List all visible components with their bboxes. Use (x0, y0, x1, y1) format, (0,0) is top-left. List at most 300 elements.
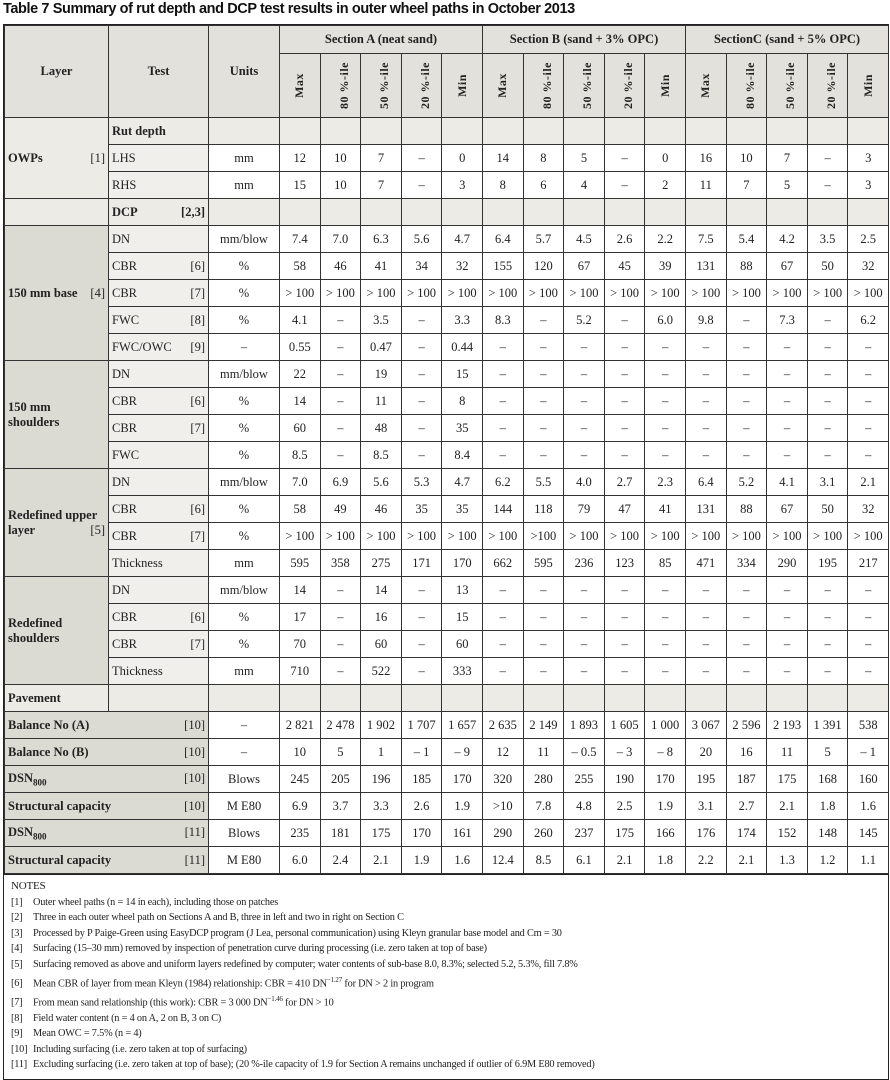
value-cell: – (686, 361, 727, 388)
note-superscript: −1.27 (326, 975, 343, 984)
value-cell: – (564, 631, 605, 658)
value-cell: 8 (442, 388, 483, 415)
value-cell: 710 (280, 658, 321, 685)
table-row (5, 496, 889, 523)
value-cell: 2.3 (645, 469, 686, 496)
value-cell: 7.0 (280, 469, 321, 496)
value-cell: 4.0 (564, 469, 605, 496)
value-cell: 17 (280, 604, 321, 631)
value-cell: 5.3 (401, 469, 442, 496)
test-label: FWC (112, 312, 140, 327)
note-number: [2] (11, 912, 23, 924)
value-cell: – (807, 307, 848, 334)
value-cell: – (645, 334, 686, 361)
table-row (5, 523, 889, 550)
value-cell: 2 821 (280, 712, 321, 739)
value-cell: – 0.5 (564, 739, 605, 766)
value-cell: 170 (442, 550, 483, 577)
table-row (5, 388, 889, 415)
empty-cell (320, 685, 361, 712)
value-cell: – (848, 388, 889, 415)
stat-header (686, 54, 727, 118)
value-cell: – (767, 415, 808, 442)
stat-header-label: Min (860, 74, 875, 97)
value-cell: 9.8 (686, 307, 727, 334)
note-text: Processed by P Paige-Green using EasyDCP program (J Lea, personal communication) using Kleyn granular base model and Cm = 30 (33, 927, 562, 939)
value-cell: – (320, 334, 361, 361)
empty-cell (604, 685, 645, 712)
results-table (4, 25, 889, 874)
value-cell: 217 (848, 550, 889, 577)
value-cell: 5 (564, 145, 605, 172)
value-cell: 85 (645, 550, 686, 577)
note-number: [1] (11, 896, 23, 908)
test-label: CBR (112, 636, 138, 651)
table-row (5, 550, 889, 577)
note-text: Excluding surfacing (i.e. zero taken at top of base); (20 %-ile capacity of 1.9 for Section A remains unchanged if outlier of 6.9M E80 removed) (33, 1059, 595, 1071)
value-cell: – (686, 388, 727, 415)
value-cell: > 100 (604, 523, 645, 550)
units-cell: % (209, 604, 280, 631)
value-cell: 8 (483, 172, 524, 199)
row-note: [10] (184, 798, 205, 813)
empty-cell (848, 685, 889, 712)
stat-header-label: 80 %-ile (336, 62, 351, 109)
test-cell (109, 550, 209, 577)
value-cell: 14 (280, 577, 321, 604)
test-label: CBR (112, 420, 138, 435)
test-note: [7] (190, 528, 205, 543)
value-cell: 187 (726, 766, 767, 793)
value-cell: 6.0 (280, 847, 321, 874)
value-cell: 0.47 (361, 334, 402, 361)
value-cell: – (483, 577, 524, 604)
value-cell: > 100 (726, 280, 767, 307)
table-row (5, 145, 889, 172)
value-cell: 2.4 (320, 847, 361, 874)
notes-heading: NOTES (11, 880, 46, 892)
value-cell: 175 (767, 766, 808, 793)
test-label: RHS (112, 177, 137, 192)
units-cell: mm/blow (209, 577, 280, 604)
value-cell: > 100 (320, 523, 361, 550)
value-cell: 236 (564, 550, 605, 577)
value-cell: 88 (726, 496, 767, 523)
value-cell: 6.2 (483, 469, 524, 496)
test-label: DN (112, 582, 131, 597)
value-cell: 245 (280, 766, 321, 793)
test-cell (109, 631, 209, 658)
test-label: CBR (112, 393, 138, 408)
value-cell: 4.5 (564, 226, 605, 253)
table-row (5, 280, 889, 307)
value-cell: – (604, 631, 645, 658)
stat-header-label: 80 %-ile (742, 62, 757, 109)
value-cell (807, 118, 848, 145)
value-cell: – (726, 442, 767, 469)
value-cell (483, 118, 524, 145)
value-cell: 4 (564, 172, 605, 199)
test-cell (109, 226, 209, 253)
value-cell: > 100 (442, 280, 483, 307)
empty-cell (209, 685, 280, 712)
stat-header (645, 54, 686, 118)
value-cell: – (807, 658, 848, 685)
test-label: CBR (112, 528, 138, 543)
value-cell: – (848, 577, 889, 604)
value-cell: 196 (361, 766, 402, 793)
note-superscript: −1.46 (267, 994, 283, 1003)
value-cell: 7.3 (767, 307, 808, 334)
value-cell: > 100 (483, 523, 524, 550)
value-cell (280, 118, 321, 145)
table-body (5, 118, 889, 874)
units-cell: % (209, 388, 280, 415)
value-cell: 79 (564, 496, 605, 523)
units-cell: Blows (209, 766, 280, 793)
value-cell: > 100 (645, 280, 686, 307)
value-cell: 14 (361, 577, 402, 604)
value-cell: 60 (280, 415, 321, 442)
table-row (5, 577, 889, 604)
value-cell: 3.3 (361, 793, 402, 820)
stat-header-label: 20 %-ile (417, 62, 432, 109)
value-cell: – (645, 388, 686, 415)
value-cell: 1.2 (807, 847, 848, 874)
value-cell (686, 118, 727, 145)
value-cell: 32 (848, 253, 889, 280)
value-cell: 4.1 (767, 469, 808, 496)
table-row (5, 415, 889, 442)
value-cell: 67 (767, 496, 808, 523)
column-header-layer: Layer (5, 26, 109, 118)
value-cell: 280 (523, 766, 564, 793)
value-cell (523, 118, 564, 145)
value-cell: 45 (604, 253, 645, 280)
test-label: CBR (112, 501, 138, 516)
value-cell: 7 (767, 145, 808, 172)
note-item (11, 926, 881, 942)
value-cell: 50 (807, 496, 848, 523)
value-cell: – (483, 415, 524, 442)
value-cell: 358 (320, 550, 361, 577)
value-cell: 5.5 (523, 469, 564, 496)
layer-label: 150 mm base (8, 285, 78, 300)
value-cell: – (726, 604, 767, 631)
value-cell: 120 (523, 253, 564, 280)
units-cell: % (209, 523, 280, 550)
pavement-row-label (5, 739, 209, 766)
empty-cell (401, 685, 442, 712)
value-cell: – (604, 388, 645, 415)
value-cell: 67 (564, 253, 605, 280)
test-cell (109, 145, 209, 172)
note-number: [7] (11, 997, 23, 1008)
value-cell: > 100 (523, 280, 564, 307)
value-cell: > 100 (564, 523, 605, 550)
row-label: DSN (8, 824, 34, 839)
value-cell (361, 199, 402, 226)
value-cell: – (401, 442, 442, 469)
value-cell: 7 (361, 172, 402, 199)
value-cell: > 100 (280, 280, 321, 307)
test-cell (109, 253, 209, 280)
value-cell: – (483, 388, 524, 415)
value-cell: 1 000 (645, 712, 686, 739)
units-cell: mm/blow (209, 469, 280, 496)
pavement-row (5, 820, 889, 847)
value-cell: – (401, 604, 442, 631)
test-note: [6] (190, 393, 205, 408)
note-number: [5] (11, 958, 23, 970)
value-cell: – (726, 307, 767, 334)
value-cell: – (483, 334, 524, 361)
pavement-row-label (5, 820, 209, 847)
value-cell: – (401, 577, 442, 604)
value-cell: 175 (361, 820, 402, 847)
value-cell: 5.6 (361, 469, 402, 496)
test-note: [7] (190, 285, 205, 300)
value-cell: 15 (442, 604, 483, 631)
layer-label: OWPs (8, 150, 43, 165)
value-cell: 2 (645, 172, 686, 199)
test-label: DN (112, 366, 131, 381)
stat-header (361, 54, 402, 118)
value-cell: – (320, 604, 361, 631)
test-cell (109, 523, 209, 550)
test-cell (109, 415, 209, 442)
value-cell: – (401, 631, 442, 658)
units-cell: M E80 (209, 793, 280, 820)
value-cell: – (401, 172, 442, 199)
value-cell: – (686, 442, 727, 469)
units-cell: mm/blow (209, 226, 280, 253)
table-row (5, 631, 889, 658)
value-cell: 3.7 (320, 793, 361, 820)
value-cell: 0.44 (442, 334, 483, 361)
value-cell: – (523, 577, 564, 604)
value-cell: – 8 (645, 739, 686, 766)
note-item (11, 895, 881, 911)
test-cell (109, 334, 209, 361)
value-cell: 88 (726, 253, 767, 280)
row-label-subscript: 800 (33, 831, 47, 842)
empty-cell (361, 685, 402, 712)
layer-cell (5, 199, 109, 226)
value-cell (401, 199, 442, 226)
test-cell (109, 442, 209, 469)
value-cell: – (726, 388, 767, 415)
value-cell: – (564, 604, 605, 631)
value-cell: > 100 (686, 523, 727, 550)
value-cell: – (604, 145, 645, 172)
value-cell (645, 118, 686, 145)
value-cell: 58 (280, 496, 321, 523)
pavement-row (5, 847, 889, 874)
value-cell: – (523, 388, 564, 415)
value-cell: – (483, 604, 524, 631)
test-cell (109, 685, 209, 712)
test-note: [6] (190, 501, 205, 516)
value-cell: – (807, 604, 848, 631)
value-cell: 168 (807, 766, 848, 793)
value-cell: – (564, 415, 605, 442)
value-cell: – (686, 577, 727, 604)
pavement-row-label (5, 712, 209, 739)
value-cell: 170 (401, 820, 442, 847)
value-cell: – (483, 658, 524, 685)
value-cell: 50 (807, 253, 848, 280)
units-cell: Blows (209, 820, 280, 847)
value-cell: 144 (483, 496, 524, 523)
value-cell: 6.1 (564, 847, 605, 874)
value-cell: 334 (726, 550, 767, 577)
value-cell: 5 (767, 172, 808, 199)
value-cell: 2 149 (523, 712, 564, 739)
row-note: [10] (184, 770, 205, 785)
value-cell: > 100 (361, 280, 402, 307)
value-cell: 16 (361, 604, 402, 631)
test-label: CBR (112, 285, 138, 300)
value-cell: 12 (483, 739, 524, 766)
table-row (5, 226, 889, 253)
value-cell: – (767, 388, 808, 415)
value-cell: 1.9 (442, 793, 483, 820)
value-cell: 145 (848, 820, 889, 847)
value-cell: – (686, 658, 727, 685)
layer-label: Redefined shoulders (8, 615, 63, 645)
value-cell: – (645, 658, 686, 685)
value-cell: – (767, 604, 808, 631)
value-cell: 333 (442, 658, 483, 685)
value-cell: – (645, 361, 686, 388)
stat-header (523, 54, 564, 118)
test-label: Thickness (112, 663, 163, 678)
section-header: SectionC (sand + 5% OPC) (686, 26, 889, 54)
note-item (11, 1057, 881, 1073)
value-cell (807, 199, 848, 226)
value-cell: – (604, 172, 645, 199)
value-cell: 1 391 (807, 712, 848, 739)
value-cell: – (645, 631, 686, 658)
test-cell (109, 307, 209, 334)
layer-cell (5, 118, 109, 199)
value-cell: 2.2 (686, 847, 727, 874)
table-title: Table 7 Summary of rut depth and DCP test results in outer wheel paths in October 2013 (3, 1, 575, 17)
test-label: DN (112, 231, 131, 246)
value-cell: – (564, 388, 605, 415)
units-cell: % (209, 307, 280, 334)
value-cell: 260 (523, 820, 564, 847)
stat-header-label: 20 %-ile (823, 62, 838, 109)
value-cell: 11 (686, 172, 727, 199)
value-cell: 1.8 (645, 847, 686, 874)
value-cell: 195 (686, 766, 727, 793)
value-cell: 3 067 (686, 712, 727, 739)
value-cell: 4.1 (280, 307, 321, 334)
note-text: From mean sand relationship (this work): CBR = 3 000 DN (33, 997, 268, 1008)
value-cell: 14 (280, 388, 321, 415)
test-cell (109, 658, 209, 685)
value-cell: – (401, 307, 442, 334)
subheader-row (5, 118, 889, 145)
value-cell: 235 (280, 820, 321, 847)
test-note: [6] (190, 609, 205, 624)
value-cell: – (767, 658, 808, 685)
note-item (11, 1042, 881, 1058)
test-label: LHS (112, 150, 136, 165)
value-cell: 2.5 (604, 793, 645, 820)
value-cell: 4.7 (442, 469, 483, 496)
note-number: [8] (11, 1012, 23, 1024)
value-cell: 320 (483, 766, 524, 793)
value-cell: 4.8 (564, 793, 605, 820)
table-row (5, 172, 889, 199)
row-note: [10] (184, 744, 205, 759)
row-label: Structural capacity (8, 852, 112, 867)
note-text: Mean CBR of layer from mean Kleyn (1984) relationship: CBR = 410 DN (33, 977, 327, 989)
pavement-label: Pavement (5, 685, 109, 712)
table-header (5, 26, 889, 118)
value-cell: – (807, 442, 848, 469)
value-cell (564, 199, 605, 226)
table-row (5, 658, 889, 685)
column-header-test: Test (109, 26, 209, 118)
units-cell: mm (209, 172, 280, 199)
value-cell: – (523, 658, 564, 685)
value-cell: – (848, 604, 889, 631)
table-row (5, 253, 889, 280)
value-cell: 6.2 (848, 307, 889, 334)
value-cell: 10 (726, 145, 767, 172)
value-cell: 175 (604, 820, 645, 847)
value-cell: 1 (361, 739, 402, 766)
note-item (11, 1011, 881, 1027)
stat-header-label: 20 %-ile (620, 62, 635, 109)
table-row (5, 469, 889, 496)
value-cell: > 100 (320, 280, 361, 307)
note-number: [6] (11, 977, 23, 989)
note-number: [9] (11, 1028, 23, 1040)
value-cell: 6.0 (645, 307, 686, 334)
value-cell (848, 118, 889, 145)
value-cell: 1.6 (848, 793, 889, 820)
value-cell: > 100 (483, 280, 524, 307)
value-cell: 1.8 (807, 793, 848, 820)
units-cell: mm/blow (209, 361, 280, 388)
value-cell: 8.5 (361, 442, 402, 469)
value-cell: 181 (320, 820, 361, 847)
value-cell: 174 (726, 820, 767, 847)
note-number: [4] (11, 943, 23, 955)
value-cell: 1.9 (645, 793, 686, 820)
subheader-row (5, 199, 889, 226)
value-cell: 41 (361, 253, 402, 280)
value-cell: 2.1 (767, 793, 808, 820)
value-cell: – (320, 415, 361, 442)
row-note: [11] (184, 852, 205, 867)
units-cell: % (209, 415, 280, 442)
value-cell: – (483, 442, 524, 469)
value-cell: 2.5 (848, 226, 889, 253)
units-cell: % (209, 442, 280, 469)
value-cell: > 100 (604, 280, 645, 307)
value-cell: – (320, 442, 361, 469)
stat-header (442, 54, 483, 118)
units-cell: mm (209, 658, 280, 685)
value-cell: – (686, 334, 727, 361)
note-text: Three in each outer wheel path on Sections A and B, three in left and two in right on Section C (33, 912, 404, 924)
